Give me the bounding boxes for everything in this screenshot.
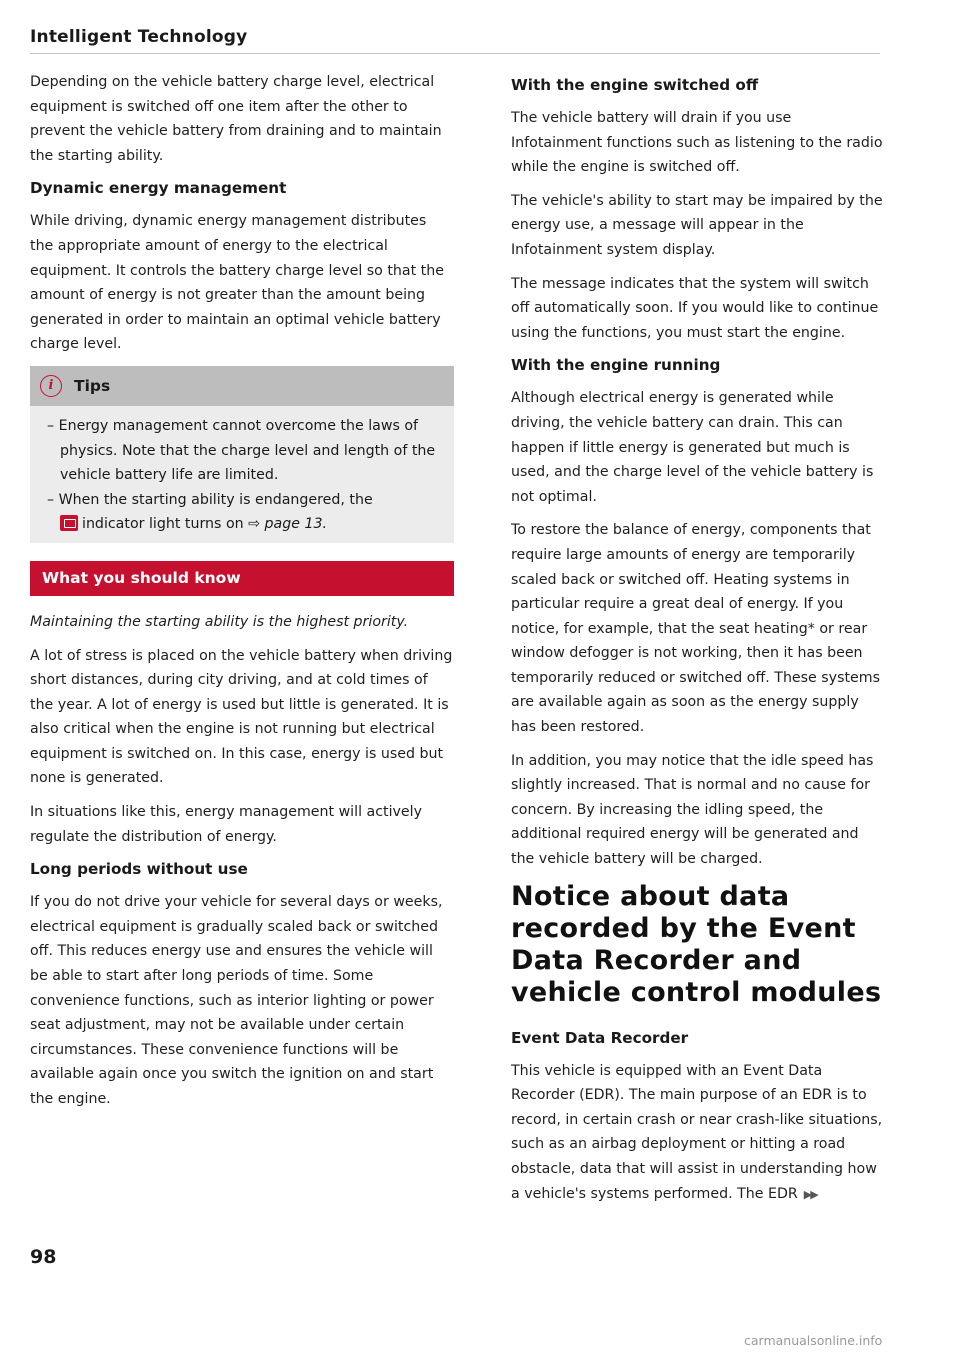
- long-periods-heading: Long periods without use: [30, 860, 248, 879]
- engine-off-heading: With the engine switched off: [511, 76, 759, 94]
- info-icon: i: [40, 375, 62, 397]
- page-number: 98: [30, 1246, 57, 1268]
- engine-running-paragraph-1: Although electrical energy is generated while driving, the vehicle battery can drain. This can happen if little energy is generated but much is used, and the charge level of the vehicle battery is not optimal.: [511, 390, 874, 505]
- section-band: [30, 561, 454, 596]
- tips-box: [30, 366, 454, 543]
- dynamic-energy-paragraph: While driving, dynamic energy management distributes the appropriate amount of energy to the electrical equipment. It controls the battery charge level so that the amount of energy is not greater than the amount being generated in order to maintain an optimal vehicle battery charge level.: [30, 213, 444, 353]
- edr-heading: Event Data Recorder: [511, 1028, 689, 1047]
- page-header: [30, 22, 880, 54]
- page-reference-link[interactable]: ⇨ page 13.: [248, 516, 328, 533]
- engine-off-paragraph-2: The vehicle's ability to start may be impaired by the energy use, a message will appear in the Infotainment system display.: [511, 192, 883, 258]
- continue-arrow-icon: ▶▶: [803, 1187, 817, 1201]
- engine-off-paragraph-1: The vehicle battery will drain if you use Infotainment functions such as listening to the radio while the engine is switched off.: [511, 110, 883, 176]
- edr-paragraph: This vehicle is equipped with an Event Data Recorder (EDR). The main purpose of an EDR is to record, in certain crash or near crash-like situations, such as an airbag deployment or hitting a road obstacle, data that will assist in understanding how a vehicle's systems performed. The EDR ▶▶: [511, 1062, 883, 1202]
- long-periods-paragraph: If you do not drive your vehicle for several days or weeks, electrical equipment is gradually scaled back or switched off. This reduces energy use and ensures the vehicle will be able to start after long periods of time. Some convenience functions, such as interior lighting or power seat adjustment, may not be available under certain circumstances. These convenience functions will be available again once you switch the ignition on and start the engine.: [30, 894, 443, 1107]
- watermark: carmanualsonline.info: [744, 1333, 883, 1348]
- tip-item-2: [40, 488, 444, 537]
- stress-paragraph: A lot of stress is placed on the vehicle battery when driving short distances, during city driving, and at cold times of the year. A lot of energy is used but little is generated. It is also critical when the engine is not running but electrical equipment is switched on. In this case, energy is used but none is generated.: [30, 647, 453, 787]
- engine-off-paragraph-3: The message indicates that the system will switch off automatically soon. If you would like to continue using the functions, you must start the engine.: [511, 275, 879, 341]
- section-band-title: What you should know: [42, 569, 241, 588]
- left-column: [30, 70, 454, 1121]
- battery-indicator-icon: [60, 515, 78, 531]
- edr-section-title: Notice about data recorded by the Event Data Recorder and vehicle control modules: [511, 880, 882, 1008]
- tips-title: Tips: [74, 376, 111, 395]
- priority-statement: Maintaining the starting ability is the highest priority.: [30, 613, 409, 630]
- engine-running-paragraph-3: In addition, you may notice that the idle speed has slightly increased. That is normal and no cause for concern. By increasing the idling speed, the additional required energy will be generated and the vehicle battery will be charged.: [511, 752, 874, 868]
- chapter-title: Intelligent Technology: [30, 27, 248, 47]
- right-column: [511, 70, 883, 1216]
- tips-list: [30, 406, 454, 543]
- tip-item-2-text: When the starting ability is endangered, the: [58, 491, 373, 508]
- tips-header: [30, 366, 454, 406]
- tip-item-1: – Energy management cannot overcome the laws of physics. Note that the charge level and length of the vehicle battery life are limited.: [40, 414, 444, 488]
- intro-paragraph: Depending on the vehicle battery charge level, electrical equipment is switched off one item after the other to prevent the vehicle battery from draining and to maintain the starting ability.: [30, 74, 442, 164]
- engine-running-heading: With the engine running: [511, 356, 721, 375]
- tip-item-2-tail: indicator light turns on: [82, 516, 244, 533]
- engine-running-paragraph-2: To restore the balance of energy, components that require large amounts of energy are temporarily scaled back or switched off. Heating systems in particular require a great deal of energy. If you notice, for example, that the seat heating* or rear window defogger is not working, then it has been temporarily reduced or switched off. These systems are available again as soon as the energy supply has been restored.: [511, 522, 880, 736]
- situations-paragraph: In situations like this, energy management will actively regulate the distribution of energy.: [30, 804, 422, 845]
- dynamic-energy-heading: Dynamic energy management: [30, 179, 287, 198]
